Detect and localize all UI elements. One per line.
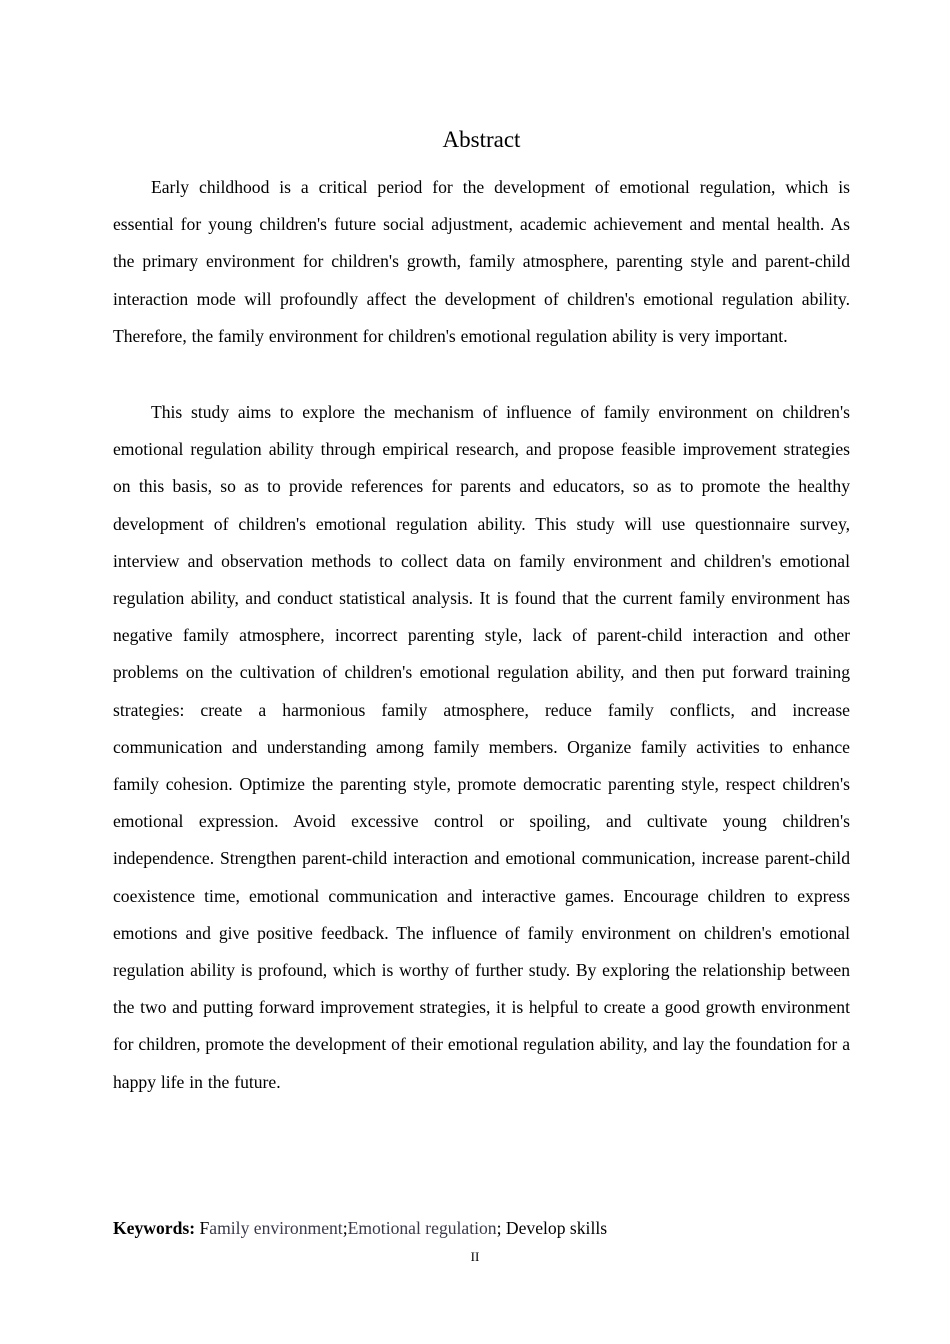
abstract-paragraph-2: This study aims to explore the mechanism of influence of family environment on children's emotional regulation ability through empirical research, and propose feasible improvement strategies on this basis, so as to provide references for parents and educators, so as to promote the healthy development of children's emotional regulation ability. This study will use questionnaire survey, interview and observation methods to collect data on family environment and children's emotional regulation ability, and conduct statistical analysis. It is found that the current family environment has negative family atmosphere, incorrect parenting style, lack of parent-child interaction and other problems on the cultivation of children's emotional regulation ability, and then put forward training strategies: create a harmonious family atmosphere, reduce family conflicts, and increase communication and understanding among family members. Organize family activities to enhance family cohesion. Optimize the parenting style, promote democratic parenting style, respect children's emotional expression. Avoid excessive control or spoiling, and cultivate young children's independence. Strengthen parent-child interaction and emotional communication, increase parent-child coexistence time, emotional communication and interactive games. Encourage children to express emotions and give positive feedback. The influence of family environment on children's emotional regulation ability is profound, which is worthy of further study. By exploring the relationship between the two and putting forward improvement strategies, it is helpful to create a good growth environment for children, promote the development of their emotional regulation ability, and lay the foundation for a happy life in the future.: [113, 402, 850, 1092]
abstract-title: Abstract: [442, 127, 521, 152]
keyword-separator-1: ;: [342, 1218, 348, 1238]
keyword-separator-2: ;: [496, 1218, 506, 1238]
keyword-2: Emotional regulation: [347, 1218, 497, 1238]
keywords-line: [113, 1213, 607, 1243]
keyword-3: Develop skills: [505, 1218, 608, 1238]
keyword-1-rest: amily environment: [209, 1218, 343, 1238]
keyword-1-initial: F: [199, 1218, 210, 1238]
abstract-paragraph-1: Early childhood is a critical period for the development of emotional regulation, which is essential for young children's future social adjustment, academic achievement and mental health. As the primary environment for children's growth, family atmosphere, parenting style and parent-child interaction mode will profoundly affect the development of children's emotional regulation ability. Therefore, the family environment for children's emotional regulation ability is very important.: [113, 177, 850, 346]
keywords-label: Keywords:: [113, 1218, 200, 1238]
page-number: II: [470, 1249, 480, 1264]
